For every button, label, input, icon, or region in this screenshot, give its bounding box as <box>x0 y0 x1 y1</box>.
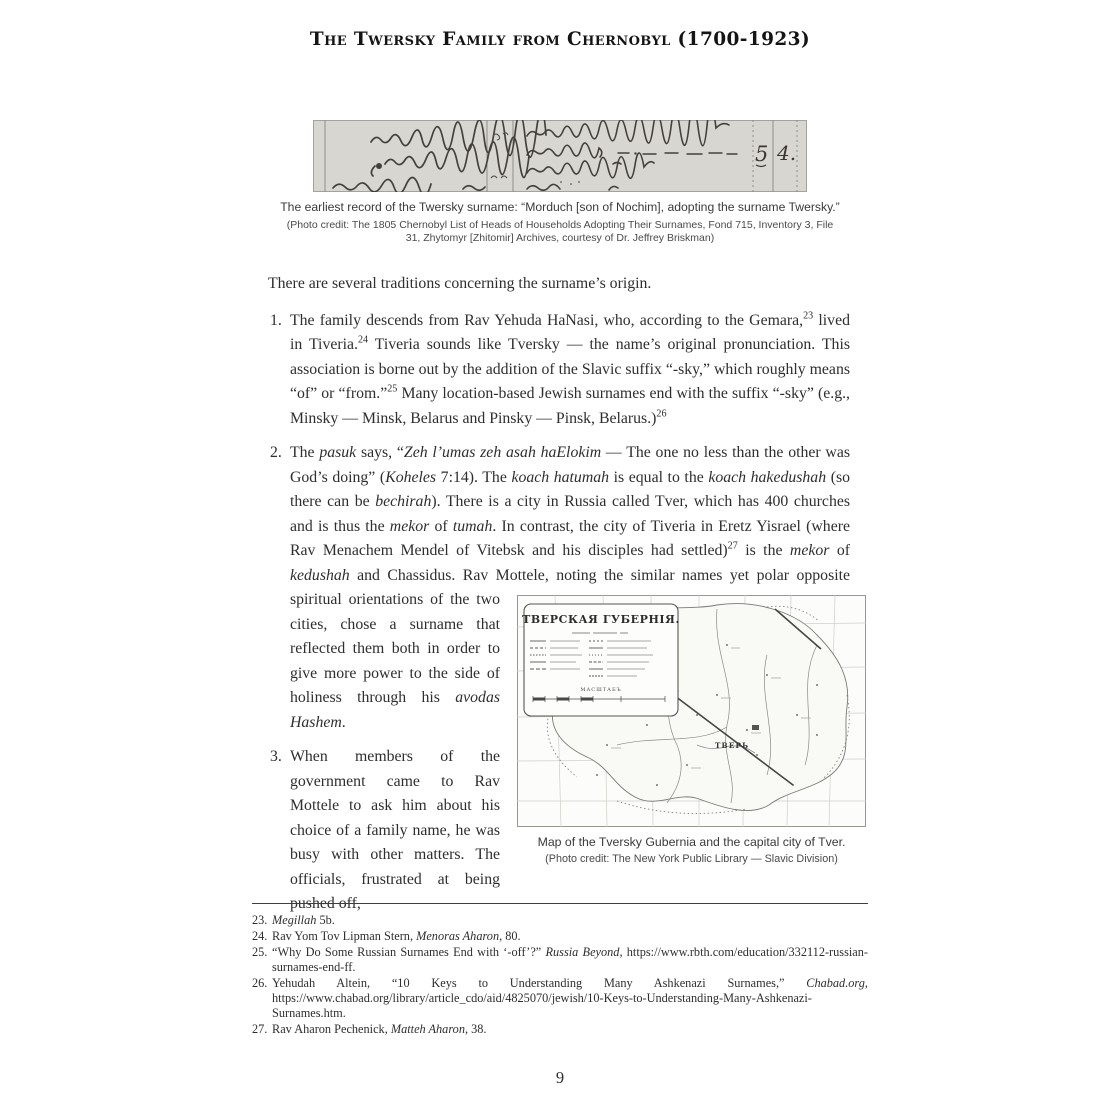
ink-blot <box>376 163 382 169</box>
footnote-26 <box>252 976 868 1021</box>
map-legend <box>522 604 680 716</box>
list-number: 1. <box>270 311 282 329</box>
archival-record-image <box>313 120 807 192</box>
map-title: ТВЕРСКАЯ ГУБЕРНІЯ. <box>522 613 680 626</box>
list-item-2-text-after-map: polar opposite spiritual orientations of the two cities, chose a surname that reflected them both in order to give more power to the side of holiness through his avodas Hashem. <box>290 566 850 731</box>
footnote-number: 25. <box>252 945 268 959</box>
list-item-2-text-before-map: The pasuk says, “Zeh l’umas zeh asah haElokim — The one no less than the other was God’s doing” (Koheles 7:14). The koach hatumah is equal to the koach hakedushah (so there can be bechirah). There is a city in Russia called Tver, which has 400 churches and is thus the mekor of tumah. In contrast, the city of Tiveria in Eretz Yisrael (where Rav Menachem Mendel of Vitebsk and his disciples had settled)$^{27}$ is the mekor of kedushah and Chassidus. Rav Mottele, noting the similar names yet <box>290 444 851 584</box>
tver-city-mark <box>752 725 759 730</box>
footnote-text: Yehudah Altein, “10 Keys to Understanding Many Ashkenazi Surnames,” Chabad.org, https://www.chabad.org/library/article_cdo/aid/4825070/jewish/10-Keys-to-Understanding-Many-Ashkenazi-Surnames.htm. <box>272 976 868 1020</box>
footnote-text: “Why Do Some Russian Surnames End with ‘-off’?” Russia Beyond, https://www.rbth.com/education/332112-russian-surnames-end-ff. <box>272 945 868 974</box>
list-item-1 <box>268 309 850 432</box>
list-item-3-text: When members of the government came to Rav Mottele to ask him about his choice of a family name, he was busy with other matters. The officials, frustrated at being pushed off, <box>290 748 500 912</box>
map-photo-credit: (Photo credit: The New York Public Library — Slavic Division) <box>545 853 838 866</box>
footnote-23 <box>252 913 868 928</box>
list-number: 3. <box>270 748 282 765</box>
footnote-text: Rav Yom Tov Lipman Stern, Menoras Aharon, 80. <box>272 929 521 943</box>
intro-paragraph: There are several traditions concerning the surname’s origin. <box>268 275 652 292</box>
body-text <box>268 272 850 917</box>
footnote-number: 26. <box>252 976 268 990</box>
footnote-27 <box>252 1022 868 1037</box>
map-caption: Map of the Tversky Gubernia and the capital city of Tver. <box>537 835 846 849</box>
footnote-number: 27. <box>252 1022 268 1036</box>
list-item-1-text: The family descends from Rav Yehuda HaNasi, who, according to the Gemara,$^{23}$ lived in Tiveria.$^{24}$ Tiveria sounds like Tversky — the name’s original pronunciation. This association is borne out by the addition of the Slavic suffix “-sky,” which roughly means “of” or “from.”$^{25}$ Many location-based Jewish surnames end with the suffix “-sky” (e.g., Minsky — Minsk, Belarus and Pinsky — Pinsk, Belarus.)$^{26}$ <box>290 310 850 427</box>
tver-city-label: ТВЕРЬ <box>715 741 750 750</box>
footnote-number: 24. <box>252 929 268 943</box>
footnote-text: Megillah 5b. <box>272 913 335 927</box>
record-figure <box>260 120 860 245</box>
scale-label: МАСШТАБЪ <box>580 687 622 693</box>
footnote-text: Rav Aharon Pechenick, Matteh Aharon, 38. <box>272 1022 487 1036</box>
footnote-25 <box>252 945 868 975</box>
record-photo-credit: (Photo credit: The 1805 Chernobyl List of Heads of Households Adopting Their Surnames, Fond 715, Inventory 3, File 31, Zhytomyr [Zhitomir] Archives, courtesy of Dr. Jeffrey Briskman) <box>286 218 834 244</box>
footnote-24 <box>252 929 868 944</box>
record-caption: The earliest record of the Twersky surname: “Morduch [son of Nochim], adopting the surname Twersky.” <box>280 200 840 214</box>
page-number: 9 <box>555 1068 565 1087</box>
page-title: The Twersky Family from Chernobyl (1700-1923) <box>309 29 811 50</box>
record-numeral-5: 5 <box>755 142 769 166</box>
footnote-number: 23. <box>252 913 268 927</box>
footnote-divider <box>252 903 868 904</box>
list-number: 2. <box>270 444 282 461</box>
dash-dot <box>634 152 636 154</box>
footnotes-section <box>252 903 868 1038</box>
list-item-3 <box>268 745 850 917</box>
record-numeral-4: 4. <box>777 141 797 165</box>
